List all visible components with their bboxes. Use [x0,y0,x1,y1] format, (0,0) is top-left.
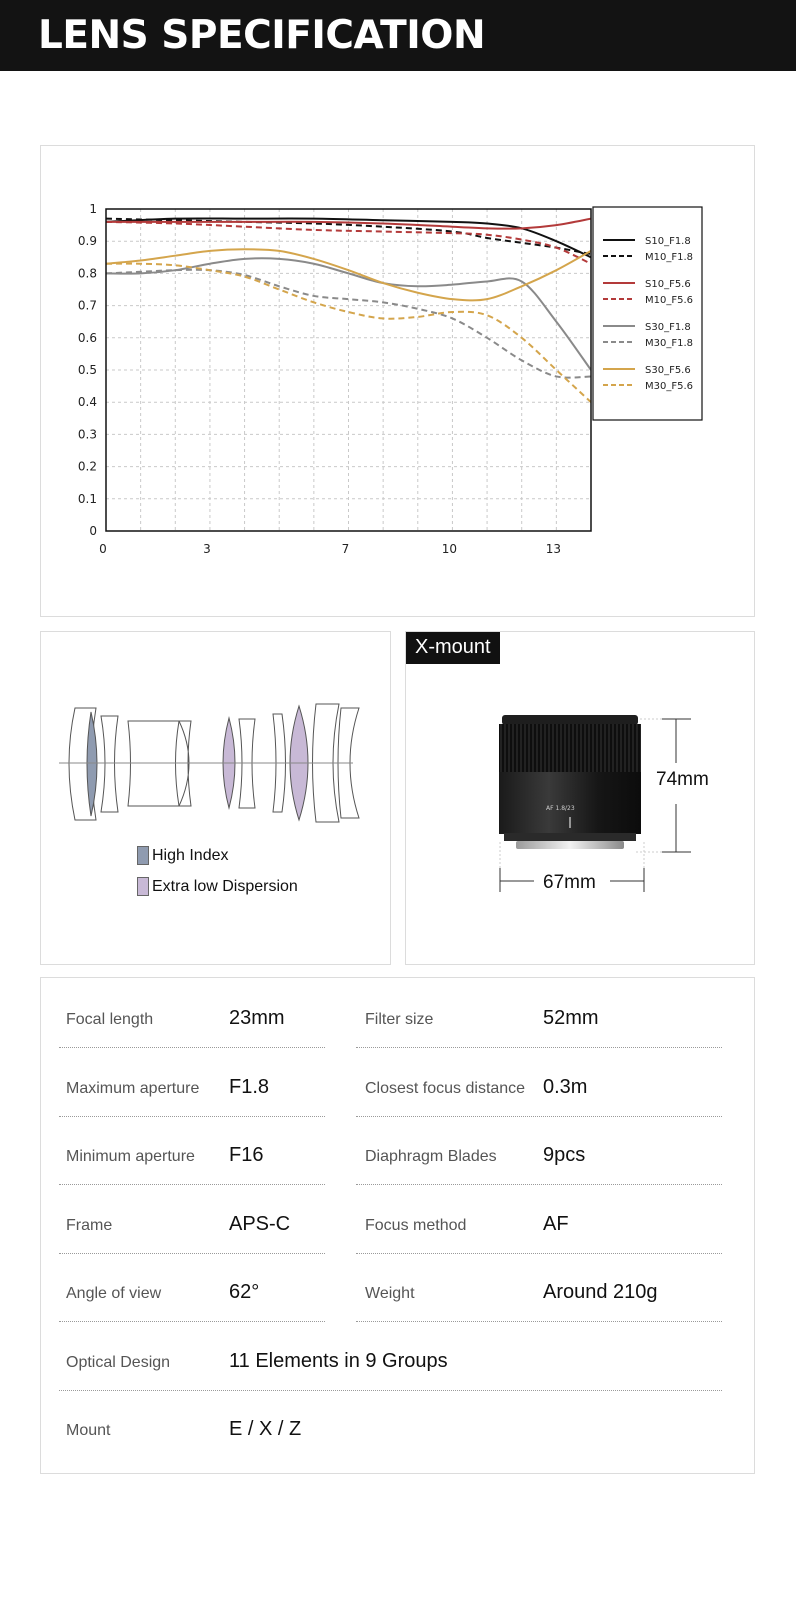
spec-value: 0.3m [543,1075,588,1098]
row-divider [356,1047,722,1048]
row-divider [356,1184,722,1185]
spec-value: APS-C [229,1212,291,1235]
spec-label: Weight [365,1285,415,1302]
ed-swatch [137,877,149,896]
legend-label: High Index [152,846,229,864]
y-tick-label: 0.3 [77,427,97,442]
lens-element [101,716,118,812]
y-tick-label: 0.2 [77,459,97,474]
spec-value: 9pcs [543,1144,586,1166]
spec-value: E / X / Z [229,1418,302,1440]
row-divider [356,1116,722,1117]
row-divider [59,1116,325,1117]
legend-high-index [137,846,229,865]
x-tick-label: 10 [441,542,458,556]
x-tick-label: 3 [203,542,211,556]
spec-label: Angle of view [66,1285,162,1302]
spec-label: Optical Design [66,1353,171,1371]
spec-value: AF [543,1212,569,1235]
spec-label: Maximum aperture [66,1079,200,1097]
lens-element-diagram [41,632,390,964]
row-divider [59,1390,722,1391]
spec-value: 11 Elements in 9 Groups [229,1349,448,1372]
row-divider [59,1047,325,1048]
series-line-s30-f5-6 [106,249,591,300]
legend-label: Extra low Dispersion [152,877,298,895]
legend-extra-low-dispersion [137,877,298,896]
optical-diagram-panel [40,631,391,965]
series-line-m30-f5-6 [106,264,591,403]
page-header [0,0,796,71]
legend-label: S30_F5.6 [645,365,691,376]
y-tick-label: 0.1 [77,491,97,506]
row-divider [59,1253,325,1254]
height-dimension-label: 74mm [656,769,709,790]
row-divider [356,1321,722,1322]
row-divider [59,1321,325,1322]
lens-print: AF 1.8/23 [546,805,575,812]
spec-value: F16 [229,1144,264,1166]
spec-value: 62° [229,1281,260,1303]
spec-label: Frame [66,1216,113,1234]
spec-label: Mount [66,1422,111,1439]
mtf-chart-panel [40,145,755,617]
spec-value: Around 210g [543,1281,658,1303]
y-tick-label: 0.9 [77,234,97,249]
row-divider [59,1184,325,1185]
legend-label: S10_F5.6 [645,279,691,290]
legend-label: M30_F1.8 [645,338,694,349]
lens-body [499,715,641,849]
page-title: LENS SPECIFICATION [38,13,486,58]
y-tick-label: 0.5 [77,363,97,377]
y-tick-label: 0.6 [77,330,97,345]
legend-label: M10_F5.6 [645,295,694,306]
y-tick-label: 0.7 [77,298,97,313]
legend-label: S30_F1.8 [645,322,691,333]
spec-value: 23mm [229,1007,285,1029]
spec-value: F1.8 [229,1075,270,1098]
lens-product-illustration [406,632,754,964]
spec-table-panel [40,977,755,1474]
x-tick-label: 0 [99,542,107,556]
row-divider [356,1253,722,1254]
lens-element [87,712,97,816]
mount-tag: X-mount [406,632,500,664]
x-tick-label: 13 [545,542,561,556]
legend-label: S10_F1.8 [645,236,691,247]
legend-label: M30_F5.6 [645,381,694,392]
high-index-swatch [137,846,149,865]
spec-value: 52mm [543,1007,599,1029]
spec-label: Focal length [66,1011,154,1028]
mount-dimensions-panel [405,631,755,965]
spec-label: Filter size [365,1011,434,1028]
mtf-chart [41,146,754,616]
spec-label: Focus method [365,1216,467,1234]
spec-label: Diaphragm Blades [365,1148,497,1165]
y-tick-label: 0.8 [77,266,97,281]
legend-label: M10_F1.8 [645,252,694,263]
width-dimension-label: 67mm [543,872,596,893]
y-tick-label: 1 [89,202,97,216]
y-tick-label: 0 [89,524,97,538]
spec-label: Closest focus distance [365,1079,526,1097]
spec-label: Minimum aperture [66,1148,195,1165]
x-tick-label: 7 [341,542,350,556]
y-tick-label: 0.4 [77,395,97,410]
